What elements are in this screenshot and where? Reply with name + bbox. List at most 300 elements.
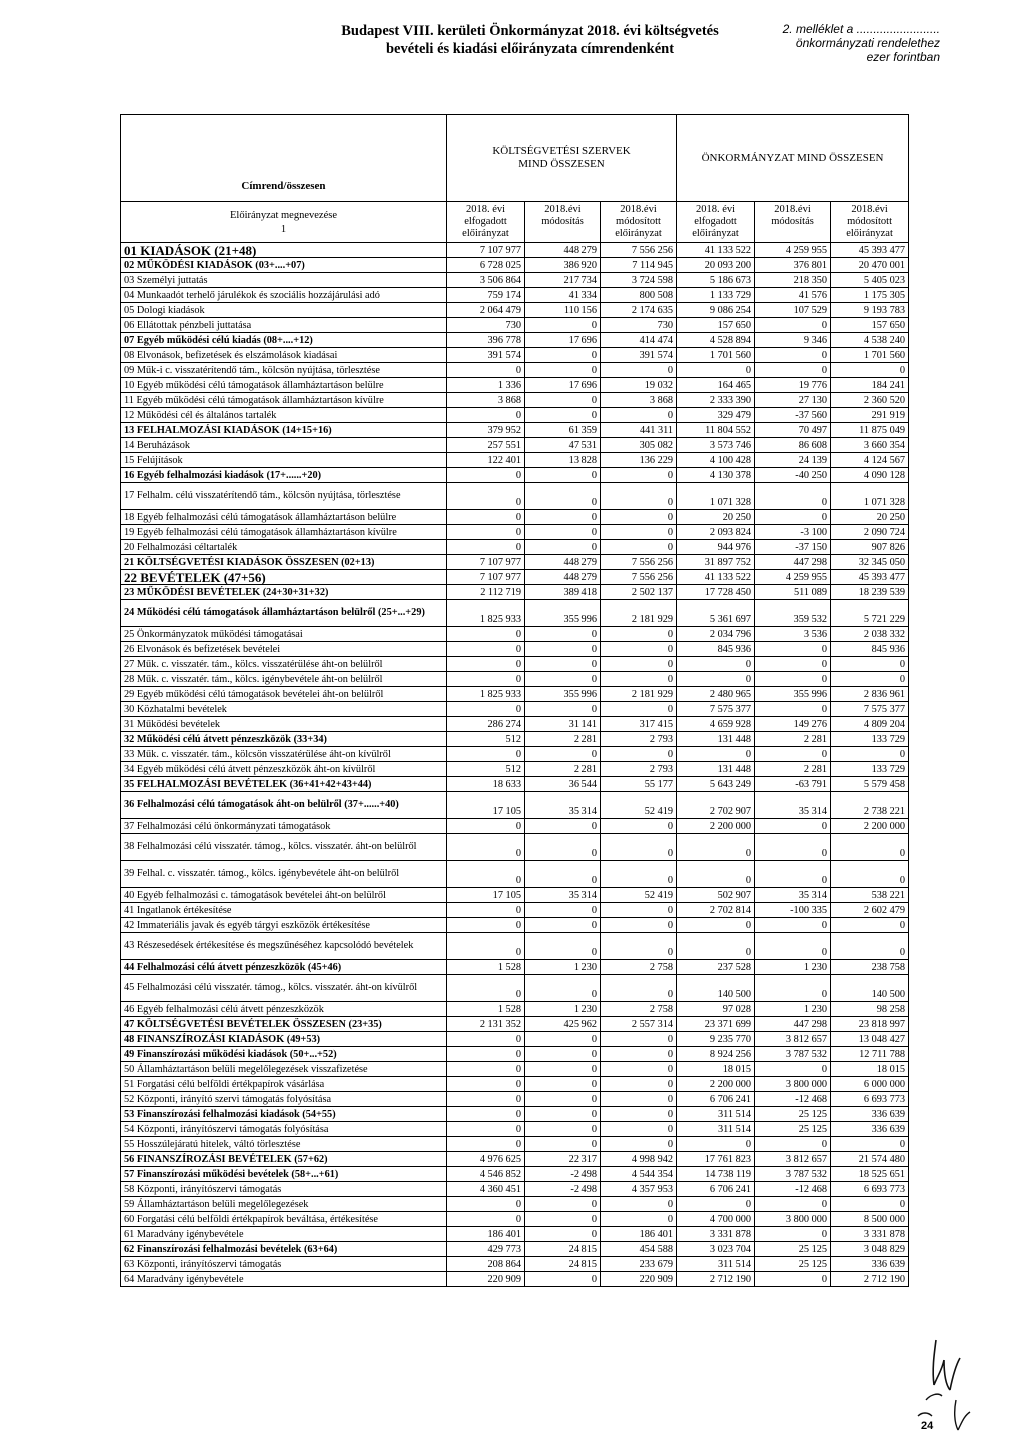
value-cell: 845 936 [677, 642, 755, 657]
value-cell: 4 538 240 [831, 333, 909, 348]
value-cell: 0 [525, 540, 601, 555]
value-cell: 5 721 229 [831, 600, 909, 627]
value-cell: -2 498 [525, 1182, 601, 1197]
table-row [121, 687, 909, 702]
value-cell: 45 393 477 [831, 570, 909, 585]
row-label: 50 Államháztartáson belüli megelőlegezések visszafizetése [121, 1062, 447, 1077]
value-cell: 24 139 [755, 453, 831, 468]
value-cell: 1 175 305 [831, 288, 909, 303]
table-row [121, 834, 909, 861]
value-cell: 5 361 697 [677, 600, 755, 627]
value-cell: 391 574 [447, 348, 525, 363]
value-cell: 0 [525, 861, 601, 888]
value-cell: 0 [601, 540, 677, 555]
value-cell: 0 [831, 657, 909, 672]
row-label: 61 Maradvány igénybevétele [121, 1227, 447, 1242]
value-cell: 220 909 [447, 1272, 525, 1287]
value-cell: 20 250 [677, 510, 755, 525]
value-cell: 6 706 241 [677, 1092, 755, 1107]
value-cell: 140 500 [677, 975, 755, 1002]
value-cell: 512 [447, 762, 525, 777]
table-row [121, 318, 909, 333]
value-cell: 336 639 [831, 1107, 909, 1122]
row-label: 37 Felhalmozási célú önkormányzati támogatások [121, 819, 447, 834]
value-cell: 0 [447, 1122, 525, 1137]
value-cell: 0 [525, 933, 601, 960]
value-cell: 0 [447, 1092, 525, 1107]
value-cell: 1 230 [755, 1002, 831, 1017]
value-cell: 61 359 [525, 423, 601, 438]
value-cell: 3 724 598 [601, 273, 677, 288]
value-cell: 907 826 [831, 540, 909, 555]
value-cell: 107 529 [755, 303, 831, 318]
value-cell: 0 [755, 1272, 831, 1287]
value-cell: 0 [755, 483, 831, 510]
value-cell: 0 [755, 1227, 831, 1242]
table-row [121, 1182, 909, 1197]
value-cell: 0 [525, 642, 601, 657]
row-label: 42 Immateriális javak és egyéb tárgyi eszközök értékesítése [121, 918, 447, 933]
value-cell: 35 314 [525, 888, 601, 903]
value-cell: 0 [525, 918, 601, 933]
value-cell: 0 [831, 834, 909, 861]
value-cell: 21 574 480 [831, 1152, 909, 1167]
value-cell: 944 976 [677, 540, 755, 555]
value-cell: 0 [601, 903, 677, 918]
value-cell: 31 141 [525, 717, 601, 732]
value-cell: 3 660 354 [831, 438, 909, 453]
value-cell: 18 239 539 [831, 585, 909, 600]
value-cell: 4 700 000 [677, 1212, 755, 1227]
value-cell: 3 331 878 [831, 1227, 909, 1242]
value-cell: 164 465 [677, 378, 755, 393]
row-label: 22 BEVÉTELEK (47+56) [121, 570, 447, 585]
value-cell: 0 [525, 1092, 601, 1107]
value-cell: 291 919 [831, 408, 909, 423]
value-cell: 4 259 955 [755, 570, 831, 585]
value-cell: 3 868 [447, 393, 525, 408]
value-cell: 0 [677, 861, 755, 888]
name-header: Előirányzat megnevezése 1 [121, 202, 447, 243]
value-cell: 7 556 256 [601, 555, 677, 570]
row-label: 01 KIADÁSOK (21+48) [121, 243, 447, 258]
value-cell: 0 [525, 747, 601, 762]
value-cell: 86 608 [755, 438, 831, 453]
value-cell: 2 557 314 [601, 1017, 677, 1032]
value-cell: 0 [525, 903, 601, 918]
row-label: 36 Felhalmozási célú támogatások áht-on belülről (37+......+40) [121, 792, 447, 819]
value-cell: 0 [677, 657, 755, 672]
value-cell: 0 [601, 1047, 677, 1062]
value-cell: 24 815 [525, 1242, 601, 1257]
page-number: 24 [921, 1420, 934, 1432]
table-row [121, 1062, 909, 1077]
value-cell: 0 [447, 933, 525, 960]
value-cell: 0 [525, 627, 601, 642]
value-cell: 25 125 [755, 1107, 831, 1122]
value-cell: 0 [525, 975, 601, 1002]
value-cell: 0 [831, 747, 909, 762]
value-cell: 0 [677, 834, 755, 861]
row-label: 32 Működési célú átvett pénzeszközök (33+34) [121, 732, 447, 747]
value-cell: 133 729 [831, 732, 909, 747]
value-cell: 52 419 [601, 792, 677, 819]
value-cell: 0 [447, 702, 525, 717]
value-cell: 7 107 977 [447, 243, 525, 258]
value-cell: 0 [601, 1092, 677, 1107]
value-cell: 4 090 128 [831, 468, 909, 483]
value-cell: 0 [601, 834, 677, 861]
value-cell: 0 [601, 1077, 677, 1092]
value-cell: 414 474 [601, 333, 677, 348]
value-cell: 6 706 241 [677, 1182, 755, 1197]
table-row [121, 510, 909, 525]
row-label: 33 Műk. c. visszatér. tám., kölcsön visszatérülése áht-on kívülről [121, 747, 447, 762]
row-label: 29 Egyéb működési célú támogatások bevételei áht-on belülről [121, 687, 447, 702]
value-cell: 2 702 814 [677, 903, 755, 918]
value-cell: 20 470 001 [831, 258, 909, 273]
table-row [121, 1197, 909, 1212]
value-cell: 0 [755, 642, 831, 657]
value-cell: 131 448 [677, 762, 755, 777]
value-cell: 0 [677, 918, 755, 933]
value-cell: 4 357 953 [601, 1182, 677, 1197]
value-cell: 448 279 [525, 243, 601, 258]
value-cell: 511 089 [755, 585, 831, 600]
row-label: 60 Forgatási célú belföldi értékpapírok beváltása, értékesítése [121, 1212, 447, 1227]
table-row [121, 408, 909, 423]
value-cell: 2 793 [601, 762, 677, 777]
row-label: 26 Elvonások és befizetések bevételei [121, 642, 447, 657]
value-cell: 0 [677, 1137, 755, 1152]
value-cell: 0 [447, 1032, 525, 1047]
value-cell: -63 791 [755, 777, 831, 792]
table-row [121, 1107, 909, 1122]
table-row [121, 600, 909, 627]
row-label: 17 Felhalm. célú visszatérítendő tám., kölcsön nyújtása, törlesztése [121, 483, 447, 510]
value-cell: 0 [447, 975, 525, 1002]
row-label: 56 FINANSZÍROZÁSI BEVÉTELEK (57+62) [121, 1152, 447, 1167]
value-cell: 2 281 [755, 732, 831, 747]
value-cell: 0 [447, 819, 525, 834]
value-cell: 0 [447, 483, 525, 510]
value-cell: 4 976 625 [447, 1152, 525, 1167]
table-row [121, 1272, 909, 1287]
value-cell: 3 800 000 [755, 1212, 831, 1227]
table-row [121, 903, 909, 918]
value-cell: 18 015 [677, 1062, 755, 1077]
value-cell: 0 [525, 318, 601, 333]
value-cell: -37 560 [755, 408, 831, 423]
value-cell: 184 241 [831, 378, 909, 393]
value-cell: 4 998 942 [601, 1152, 677, 1167]
value-cell: 0 [831, 933, 909, 960]
value-cell: 17 761 823 [677, 1152, 755, 1167]
value-cell: 52 419 [601, 888, 677, 903]
value-cell: 0 [447, 627, 525, 642]
value-cell: 0 [601, 642, 677, 657]
row-label: 49 Finanszírozási működési kiadások (50+...+52) [121, 1047, 447, 1062]
value-cell: 0 [601, 1122, 677, 1137]
value-cell: 110 156 [525, 303, 601, 318]
value-cell: 0 [755, 918, 831, 933]
table-row [121, 468, 909, 483]
value-cell: 355 996 [525, 687, 601, 702]
col-title-header: Címrend/összesen [121, 115, 447, 202]
row-label: 41 Ingatlanok értékesítése [121, 903, 447, 918]
row-label: 14 Beruházások [121, 438, 447, 453]
value-cell: 0 [525, 1107, 601, 1122]
value-cell: 2 093 824 [677, 525, 755, 540]
value-cell: 0 [447, 510, 525, 525]
value-cell: 22 317 [525, 1152, 601, 1167]
value-cell: 0 [831, 918, 909, 933]
value-cell: 0 [525, 393, 601, 408]
value-cell: 149 276 [755, 717, 831, 732]
row-label: 28 Műk. c. visszatér. tám., kölcs. igénybevétele áht-on belülről [121, 672, 447, 687]
value-cell: 0 [525, 1272, 601, 1287]
value-cell: 11 804 552 [677, 423, 755, 438]
table-row [121, 657, 909, 672]
value-cell: 5 186 673 [677, 273, 755, 288]
value-cell: 0 [755, 1137, 831, 1152]
value-cell: 11 875 049 [831, 423, 909, 438]
value-cell: 7 107 977 [447, 555, 525, 570]
value-cell: -3 100 [755, 525, 831, 540]
table-row [121, 378, 909, 393]
value-cell: 512 [447, 732, 525, 747]
value-cell: 41 576 [755, 288, 831, 303]
value-cell: 47 531 [525, 438, 601, 453]
value-cell: 448 279 [525, 555, 601, 570]
value-cell: 448 279 [525, 570, 601, 585]
value-cell: 0 [601, 933, 677, 960]
row-label: 54 Központi, irányítószervi támogatás folyósítása [121, 1122, 447, 1137]
value-cell: 0 [831, 861, 909, 888]
value-cell: 41 334 [525, 288, 601, 303]
value-cell: 396 778 [447, 333, 525, 348]
table-row [121, 438, 909, 453]
value-cell: 0 [755, 933, 831, 960]
value-cell: 41 133 522 [677, 570, 755, 585]
value-cell: 9 193 783 [831, 303, 909, 318]
value-cell: 18 525 651 [831, 1167, 909, 1182]
value-cell: 2 702 907 [677, 792, 755, 819]
value-cell: 0 [601, 1137, 677, 1152]
value-cell: 0 [601, 861, 677, 888]
value-cell: 0 [447, 747, 525, 762]
value-cell: 140 500 [831, 975, 909, 1002]
value-cell: 6 693 773 [831, 1182, 909, 1197]
group-header-municipality: ÖNKORMÁNYZAT MIND ÖSSZESEN [677, 115, 909, 202]
value-cell: 759 174 [447, 288, 525, 303]
value-cell: 389 418 [525, 585, 601, 600]
value-cell: 2 836 961 [831, 687, 909, 702]
table-row [121, 525, 909, 540]
value-cell: 19 032 [601, 378, 677, 393]
table-row [121, 960, 909, 975]
value-cell: 7 556 256 [601, 243, 677, 258]
table-row [121, 273, 909, 288]
table-row [121, 672, 909, 687]
value-cell: 4 544 354 [601, 1167, 677, 1182]
table-row [121, 1017, 909, 1032]
value-cell: 4 100 428 [677, 453, 755, 468]
value-cell: 0 [447, 1197, 525, 1212]
value-cell: 1 825 933 [447, 687, 525, 702]
value-cell: 233 679 [601, 1257, 677, 1272]
table-row [121, 1212, 909, 1227]
value-cell: 70 497 [755, 423, 831, 438]
row-label: 48 FINANSZÍROZÁSI KIADÁSOK (49+53) [121, 1032, 447, 1047]
value-cell: -37 150 [755, 540, 831, 555]
value-cell: 0 [447, 363, 525, 378]
value-cell: 237 528 [677, 960, 755, 975]
value-cell: 2 181 929 [601, 600, 677, 627]
value-cell: 5 405 023 [831, 273, 909, 288]
value-cell: 122 401 [447, 453, 525, 468]
value-cell: 3 506 864 [447, 273, 525, 288]
value-cell: 0 [601, 1032, 677, 1047]
table-row [121, 1137, 909, 1152]
table-row [121, 453, 909, 468]
value-cell: 317 415 [601, 717, 677, 732]
value-cell: 0 [525, 468, 601, 483]
table-row [121, 585, 909, 600]
row-label: 27 Műk. c. visszatér. tám., kölcs. visszatérülése áht-on belülről [121, 657, 447, 672]
value-cell: 9 346 [755, 333, 831, 348]
table-row [121, 861, 909, 888]
value-cell: 0 [447, 918, 525, 933]
value-cell: 3 536 [755, 627, 831, 642]
value-cell: 157 650 [677, 318, 755, 333]
value-cell: 7 556 256 [601, 570, 677, 585]
value-cell: 0 [525, 510, 601, 525]
value-cell: 845 936 [831, 642, 909, 657]
table-row [121, 258, 909, 273]
value-cell: 0 [831, 1197, 909, 1212]
table-row [121, 777, 909, 792]
value-cell: 4 360 451 [447, 1182, 525, 1197]
value-cell: 25 125 [755, 1122, 831, 1137]
signature-image [898, 1330, 988, 1440]
col-header: 2018.évi módosított előirányzat [831, 202, 909, 243]
value-cell: 0 [601, 918, 677, 933]
value-cell: 0 [525, 834, 601, 861]
value-cell: 4 259 955 [755, 243, 831, 258]
value-cell: 36 544 [525, 777, 601, 792]
value-cell: 0 [601, 975, 677, 1002]
table-row [121, 1002, 909, 1017]
value-cell: 3 787 532 [755, 1167, 831, 1182]
value-cell: 1 071 328 [831, 483, 909, 510]
row-label: 57 Finanszírozási működési bevételek (58+...+61) [121, 1167, 447, 1182]
value-cell: 35 314 [755, 888, 831, 903]
value-cell: 0 [831, 672, 909, 687]
value-cell: 3 787 532 [755, 1047, 831, 1062]
value-cell: 208 864 [447, 1257, 525, 1272]
value-cell: 1 230 [755, 960, 831, 975]
row-label: 20 Felhalmozási céltartalék [121, 540, 447, 555]
value-cell: 0 [525, 1032, 601, 1047]
value-cell: 311 514 [677, 1107, 755, 1122]
value-cell: 0 [601, 819, 677, 834]
value-cell: 0 [755, 672, 831, 687]
value-cell: 447 298 [755, 555, 831, 570]
value-cell: 0 [525, 1212, 601, 1227]
row-label: 02 MŰKÖDÉSI KIADÁSOK (03+....+07) [121, 258, 447, 273]
value-cell: 0 [755, 657, 831, 672]
value-cell: 0 [525, 672, 601, 687]
value-cell: 0 [601, 1062, 677, 1077]
value-cell: 2 712 190 [677, 1272, 755, 1287]
value-cell: 2 090 724 [831, 525, 909, 540]
value-cell: 131 448 [677, 732, 755, 747]
value-cell: 0 [831, 1137, 909, 1152]
table-row [121, 1257, 909, 1272]
value-cell: 0 [447, 1137, 525, 1152]
value-cell: 97 028 [677, 1002, 755, 1017]
value-cell: 133 729 [831, 762, 909, 777]
value-cell: 3 048 829 [831, 1242, 909, 1257]
value-cell: 20 250 [831, 510, 909, 525]
value-cell: 17 105 [447, 792, 525, 819]
value-cell: 2 793 [601, 732, 677, 747]
value-cell: 6 000 000 [831, 1077, 909, 1092]
value-cell: 0 [447, 468, 525, 483]
value-cell: 0 [601, 1212, 677, 1227]
row-label: 53 Finanszírozási felhalmozási kiadások (54+55) [121, 1107, 447, 1122]
table-row [121, 762, 909, 777]
value-cell: 0 [447, 408, 525, 423]
value-cell: -2 498 [525, 1167, 601, 1182]
value-cell: 12 711 788 [831, 1047, 909, 1062]
value-cell: -12 468 [755, 1092, 831, 1107]
value-cell: 32 345 050 [831, 555, 909, 570]
value-cell: 2 360 520 [831, 393, 909, 408]
table-row [121, 348, 909, 363]
value-cell: 0 [447, 1077, 525, 1092]
col-header: 2018.évi módosított előirányzat [601, 202, 677, 243]
row-label: 25 Önkormányzatok működési támogatásai [121, 627, 447, 642]
table-row [121, 918, 909, 933]
value-cell: 17 696 [525, 378, 601, 393]
row-label: 30 Közhatalmi bevételek [121, 702, 447, 717]
value-cell: 0 [525, 1047, 601, 1062]
value-cell: 0 [601, 657, 677, 672]
value-cell: 379 952 [447, 423, 525, 438]
value-cell: 355 996 [525, 600, 601, 627]
value-cell: 2 712 190 [831, 1272, 909, 1287]
value-cell: 441 311 [601, 423, 677, 438]
row-label: 12 Működési cél és általános tartalék [121, 408, 447, 423]
value-cell: 31 897 752 [677, 555, 755, 570]
table-row [121, 933, 909, 960]
row-label: 62 Finanszírozási felhalmozási bevételek (63+64) [121, 1242, 447, 1257]
value-cell: 329 479 [677, 408, 755, 423]
table-row [121, 555, 909, 570]
value-cell: 286 274 [447, 717, 525, 732]
value-cell: 0 [447, 540, 525, 555]
value-cell: 136 229 [601, 453, 677, 468]
value-cell: 13 828 [525, 453, 601, 468]
table-row [121, 1242, 909, 1257]
value-cell: 6 693 773 [831, 1092, 909, 1107]
value-cell: 3 812 657 [755, 1152, 831, 1167]
value-cell: 41 133 522 [677, 243, 755, 258]
value-cell: 0 [755, 1197, 831, 1212]
value-cell: 20 093 200 [677, 258, 755, 273]
